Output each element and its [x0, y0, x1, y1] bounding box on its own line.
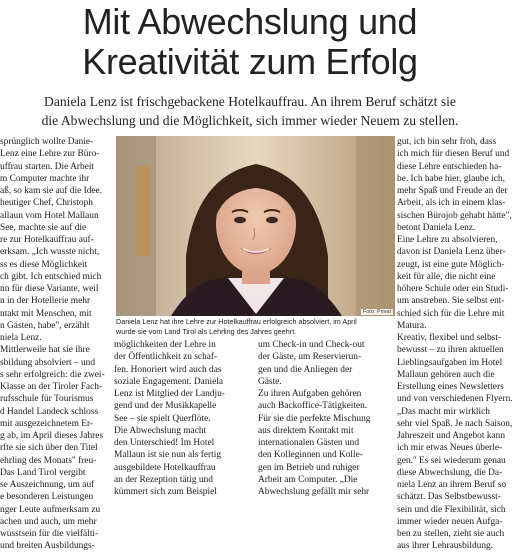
text-line: immer wieder neuen Aufga- — [397, 516, 503, 527]
text-line: diese Lehre entschieden ha- — [397, 161, 502, 172]
text-line: achen und auch, um mehr — [0, 516, 97, 527]
text-line: und von verschiedenen Flyern. — [397, 394, 513, 405]
text-line: internationalen Gästen und — [258, 438, 360, 448]
text-line: heutiger Chef, Christoph — [0, 198, 93, 209]
text-line: mit ausgezeichnetem Er- — [0, 418, 93, 429]
text-line: fen. Honoriert wird auch das — [114, 364, 222, 375]
text-line: See, machte sie auf die — [0, 222, 87, 233]
text-line: Jahreszeit und Angebot kann — [397, 431, 506, 441]
text-line: Mallaun gehören auch die — [397, 369, 495, 380]
text-line: aus ihrer Lehrausbildung. — [397, 541, 494, 552]
text-line: niela Lenz an ihrem Beruf so — [397, 480, 507, 490]
text-line: Mittlerweile hat sie ihre — [0, 345, 90, 356]
headline-line-1: Mit Abwechslung und — [82, 1, 418, 42]
text-line: den Kolleginnen und Kolle- — [258, 450, 363, 461]
text-line: re zur Hotelkauffrau auf- — [0, 235, 94, 245]
text-line: und breiten Ausbildungs- — [0, 541, 95, 552]
text-line: Zu ihren Aufgaben gehören — [258, 389, 362, 399]
text-column-left — [0, 136, 114, 552]
text-line: den Unterschied! Im Hotel — [114, 438, 215, 448]
text-line: Eine Lehre zu absolvieren, — [397, 235, 498, 245]
text-line: Lenz eine Lehre zur Büro- — [0, 149, 100, 160]
text-line: bewusst – zu ihren aktuellen — [397, 345, 504, 356]
text-line: gend und der Musikkapelle — [114, 401, 217, 412]
article-subheadline — [0, 92, 500, 130]
text-line: n in der Hotellerie mehr — [0, 296, 91, 307]
text-line: Arbeit am Computer. „Die — [258, 474, 358, 485]
text-line: Klasse an der Tiroler Fach- — [0, 382, 103, 392]
text-line: betont Daniela Lenz. — [397, 222, 476, 233]
text-line: auch Backoffice-Tätigkeiten. — [258, 401, 368, 412]
text-line: der Gäste, um Reservierun- — [258, 352, 362, 363]
article-headline — [0, 2, 500, 82]
text-line: möglichkeiten der Lehre in — [114, 340, 216, 350]
text-line: gen und die Anliegen der — [258, 364, 353, 375]
text-line: sein und die Flexibilität, sich — [397, 504, 506, 515]
text-line: See – sie spielt Querflöte. — [114, 413, 211, 424]
text-line: erksam. „Ich wusste nicht, — [0, 247, 100, 258]
text-line: be. Ich habe hier, glaube ich, — [397, 173, 505, 184]
text-line: ss es diese Möglichkeit — [0, 259, 88, 270]
text-line: aus direktem Kontakt mit — [258, 425, 354, 436]
text-line: sischen Bürojob gehabt hätte", — [397, 210, 512, 221]
text-line: ch gibt. Ich entschied mich — [0, 271, 102, 282]
text-line: e besonderen Leistungen — [0, 492, 94, 503]
text-line: Kreativ, flexibel und selbst- — [397, 333, 502, 343]
text-line: d Handel Landeck schloss — [0, 406, 99, 417]
text-line: sprünglich wollte Danie- — [0, 137, 94, 147]
text-line: Arbeit, als ich in einem klas- — [397, 198, 506, 209]
text-line: mehr Spaß und Freude an der — [397, 186, 508, 196]
text-line: an der Rezeption tätig und — [114, 474, 213, 485]
text-line: schied sich für die Lehre mit — [397, 308, 505, 319]
text-line: ausgebildete Hotelkauffrau — [114, 462, 216, 473]
text-line: Die Abwechslung macht — [114, 425, 207, 436]
text-line: nn für diese Variante, weil — [0, 284, 99, 294]
text-line: schätzt. Das Selbstbewusst- — [397, 492, 501, 503]
text-line: nger Leute aufmerksam zu — [0, 504, 101, 515]
text-line: diese Abwechslung, die Da- — [397, 467, 503, 478]
text-line: niela Lenz. — [0, 333, 42, 343]
text-line: rufsschule für Tourismus — [0, 394, 94, 405]
text-line: sbildung absolviert – und — [0, 357, 96, 368]
portrait-photo — [116, 136, 395, 316]
text-line: kümmert sich zum Beispiel — [114, 487, 217, 497]
portrait-image — [116, 136, 395, 316]
text-line: Abwechslung gefällt mir sehr — [258, 487, 370, 497]
text-line: der Öffentlichkeit zu schaf- — [114, 352, 218, 363]
text-line: g ab, im April dieses Jahres — [0, 431, 104, 441]
text-line: „Das macht mir wirklich — [397, 406, 490, 417]
headline-line-2: Kreativität zum Erfolg — [82, 41, 418, 82]
text-line: se Auszeichnung, um auf — [0, 480, 95, 490]
text-line: gen im Betrieb und ruhiger — [258, 462, 360, 473]
caption-line-1: Daniela Lenz hat ihre Lehre zur Hotelkauffrau erfolgreich absolviert, im April — [116, 317, 357, 326]
text-line: Matura. — [397, 320, 427, 331]
text-line: keit für alle, die nicht eine — [397, 271, 496, 282]
text-line: wusstsein für die vielfälti- — [0, 529, 99, 539]
text-line: höhere Schule oder ein Studi- — [397, 284, 509, 294]
text-line: m Computer machte ihr — [0, 173, 90, 184]
text-line: aß, so kam sie auf die Idee. — [0, 186, 103, 196]
text-line: rfte sie sich über den Titel — [0, 443, 98, 454]
text-line: soziale Engagement. Daniela — [114, 376, 224, 387]
text-line: Lenz ist Mitglied der Landju- — [114, 389, 225, 399]
text-line: sehr viel Spaß. Je nach Saison, — [397, 418, 513, 429]
text-line: zeugt, ist eine gute Möglich- — [397, 259, 505, 270]
text-line: n Gästen, habe", erzählt — [0, 320, 90, 331]
text-column-middle-1 — [114, 339, 254, 500]
text-line: gut, ich bin sehr froh, dass — [397, 137, 497, 147]
text-line: allaun vom Hotel Mallaun — [0, 210, 99, 221]
text-line: Mallaun ist sie nun als fertig — [114, 450, 222, 461]
text-line: um Check-in und Check-out — [258, 340, 365, 350]
text-line: Für sie die perfekte Mischung — [258, 413, 371, 424]
text-line: ich mir etwas Neues überle- — [397, 443, 503, 454]
text-line: ntakt mit Menschen, mit — [0, 308, 92, 319]
text-line: gen." Es sei wiederum genau — [397, 455, 506, 466]
text-line: Gäste. — [258, 376, 282, 387]
caption-line-2: wurde sie vom Land Tirol als Lehrling des Jahres geehrt. — [116, 326, 297, 336]
text-line: Lieblingsaufgaben im Hotel — [397, 357, 503, 368]
subhead-line-2: die Abwechslung und die Möglichkeit, sich immer wieder Neuem zu stellen. — [41, 113, 459, 128]
text-line: uffrau starten. Die Arbeit — [0, 161, 95, 172]
text-line: ben zu stellen, zieht sie auch — [397, 529, 505, 539]
photo-caption — [116, 317, 395, 336]
text-line: Das Land Tirol vergibt — [0, 467, 86, 478]
text-column-middle-2 — [258, 339, 395, 500]
text-column-right — [397, 136, 513, 552]
text-line: s sehr erfolgreich: die zwei- — [0, 369, 105, 380]
photo-credit: Foto: Privat — [362, 309, 391, 315]
text-line: Erstellung eines Newsletters — [397, 382, 504, 392]
text-line: davon ist Daniela Lenz über- — [397, 247, 506, 258]
subhead-line-1: Daniela Lenz ist frischgebackene Hotelkauffrau. An ihrem Beruf schätzt sie — [44, 94, 456, 109]
text-line: ich mich für diesen Beruf und — [397, 149, 510, 160]
text-line: ehrling des Monats" freu- — [0, 455, 97, 466]
text-line: um anstreben. Sie selbst ent- — [397, 296, 505, 307]
